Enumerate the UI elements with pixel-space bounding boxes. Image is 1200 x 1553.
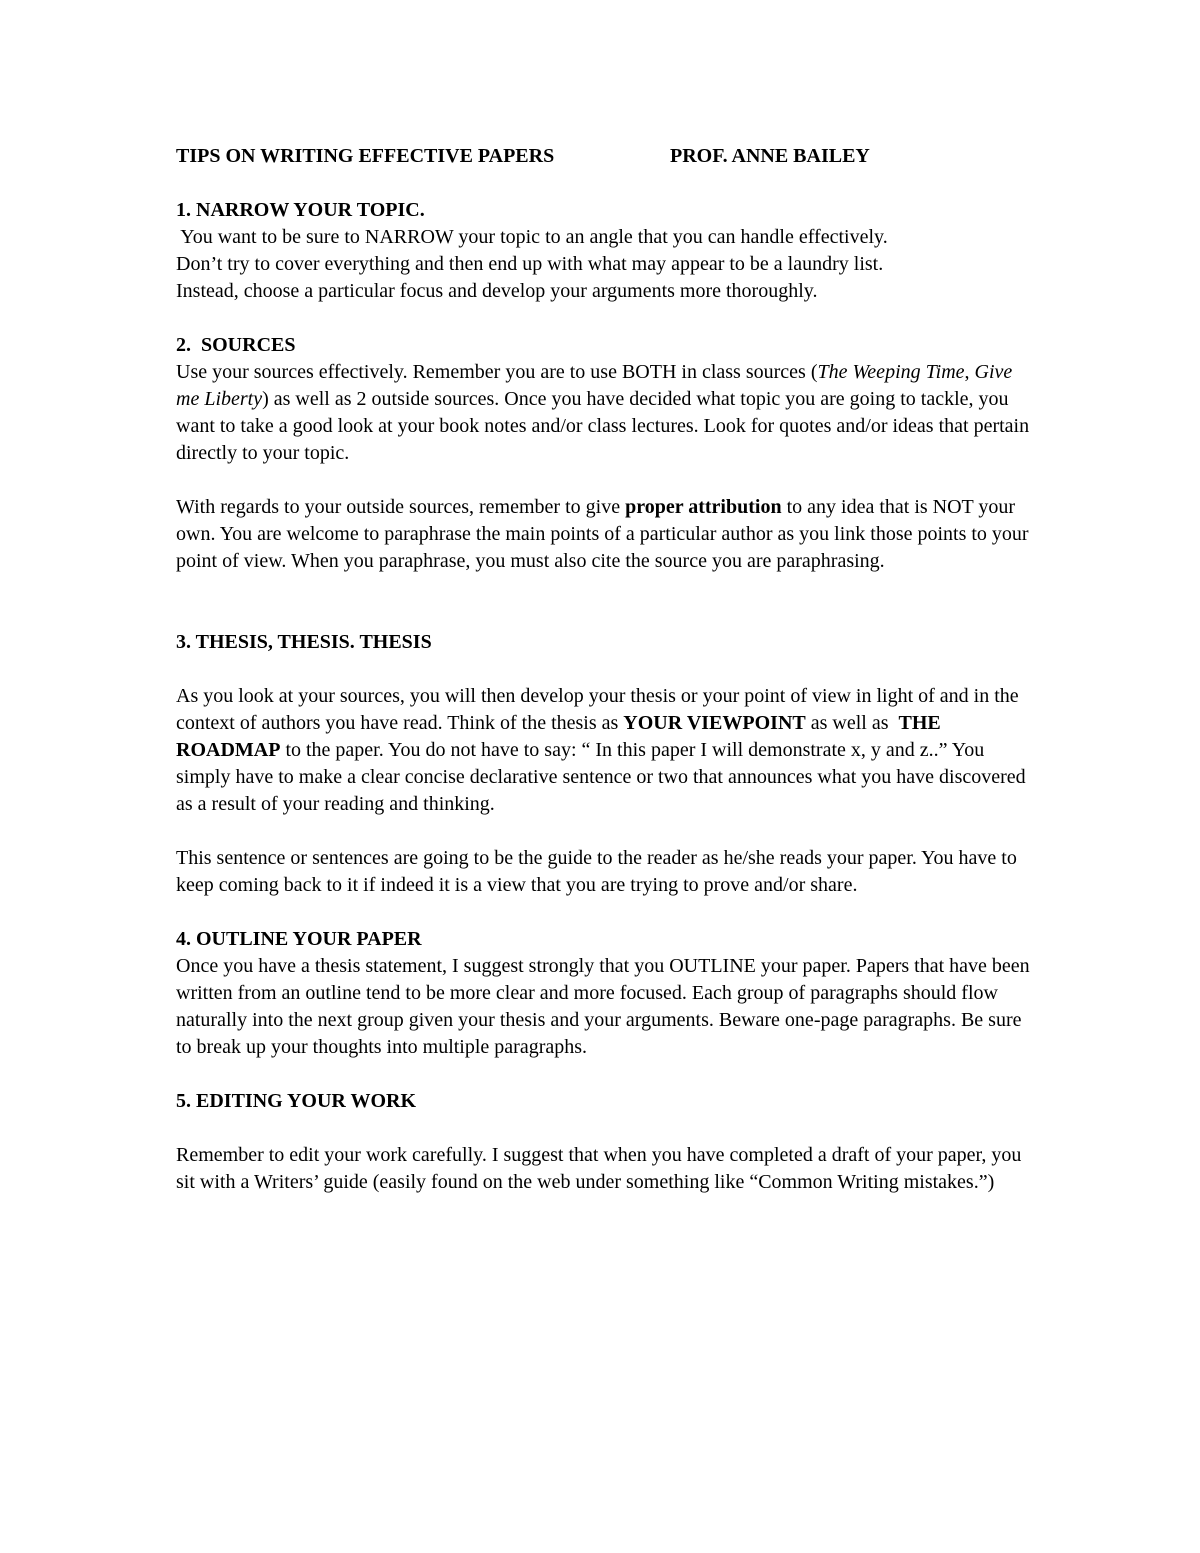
sources-paragraph-1 (176, 359, 1036, 467)
document-body (176, 143, 1036, 1196)
thesis-paragraph-1 (176, 683, 1036, 818)
section-heading: 1. NARROW YOUR TOPIC. (176, 199, 425, 221)
italic-title: Give me Liberty (176, 361, 1013, 410)
section-text-line: Don’t try to cover everything and then end up with what may appear to be a laundry list. (176, 253, 884, 275)
section-text-line: Instead, choose a particular focus and develop your arguments more thoroughly. (176, 280, 818, 302)
bold-text: YOUR VIEWPOINT (623, 712, 806, 734)
section-narrow-topic (176, 197, 1036, 305)
text-run: as well as (805, 712, 899, 734)
section-outline (176, 926, 1036, 1061)
document-author: PROF. ANNE BAILEY (670, 145, 870, 167)
document-title: TIPS ON WRITING EFFECTIVE PAPERS (176, 145, 555, 167)
outline-paragraph: Once you have a thesis statement, I suggest strongly that you OUTLINE your paper. Papers that have been written from an outline tend to be more clear and more focused. Each group of paragraphs should flow naturally into the next group given your thesis and your arguments. Beware one-page paragraphs. Be sure to break up your thoughts into multiple paragraphs. (176, 955, 1030, 1058)
thesis-paragraph-2: This sentence or sentences are going to be the guide to the reader as he/she reads your paper. You have to keep coming back to it if indeed it is a view that you are trying to prove and/or share. (176, 847, 1017, 896)
text-run: Use your sources effectively. Remember you are to use BOTH in class sources ( (176, 361, 818, 383)
text-run: to any idea that is NOT your own. You are welcome to paraphrase the main points of a particular author as you link those points to your point of view. When you paraphrase, you must also cite the source you are paraphrasing. (176, 496, 1029, 572)
section-heading: 2. SOURCES (176, 334, 296, 356)
text-run: , (964, 361, 975, 383)
section-thesis (176, 629, 1036, 899)
section-heading: 5. EDITING YOUR WORK (176, 1090, 417, 1112)
bold-text: proper attribution (625, 496, 782, 518)
section-sources (176, 332, 1036, 575)
editing-paragraph: Remember to edit your work carefully. I suggest that when you have completed a draft of your paper, you sit with a Writers’ guide (easily found on the web under something like “Common Writing mistakes.”) (176, 1144, 1022, 1193)
document-header (176, 143, 1036, 170)
section-heading: 4. OUTLINE YOUR PAPER (176, 928, 422, 950)
section-editing (176, 1088, 1036, 1196)
text-run: to the paper. You do not have to say: “ In this paper I will demonstrate x, y and z..” You simply have to make a clear concise declarative sentence or two that announces what you have discovered as a result of your reading and thinking. (176, 739, 1026, 815)
bold-text: THE ROADMAP (176, 712, 941, 761)
italic-title: The Weeping Time (817, 361, 965, 383)
sources-paragraph-2 (176, 494, 1036, 575)
text-run: As you look at your sources, you will then develop your thesis or your point of view in light of and in the context of authors you have read. Think of the thesis as (176, 685, 1019, 734)
text-run: ) as well as 2 outside sources. Once you have decided what topic you are going to tackle, you want to take a good look at your book notes and/or class lectures. Look for quotes and/or ideas that pertain directly to your topic. (176, 388, 1030, 464)
section-heading: 3. THESIS, THESIS. THESIS (176, 631, 432, 653)
text-run: With regards to your outside sources, remember to give (176, 496, 626, 518)
section-text-line: You want to be sure to NARROW your topic to an angle that you can handle effectively. (176, 226, 888, 248)
